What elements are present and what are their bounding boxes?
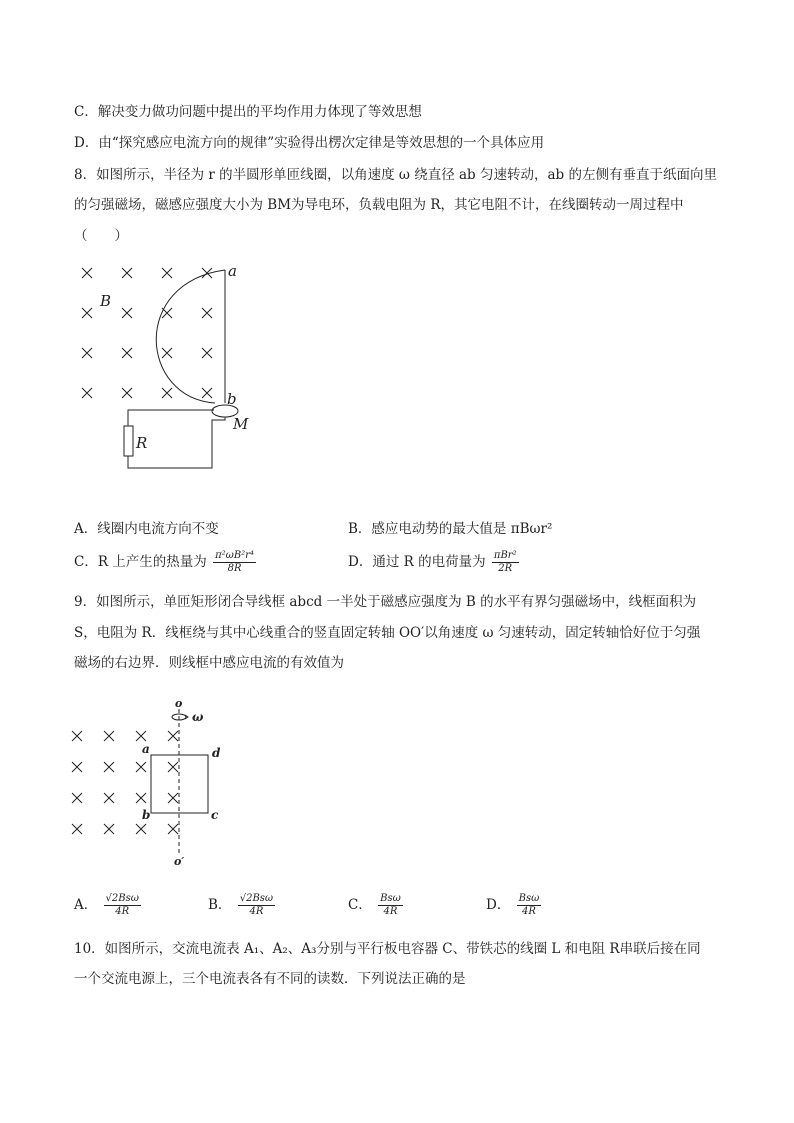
fraction-denominator: 8R (227, 563, 242, 574)
resistor-r (124, 426, 133, 456)
q9-stem-line1: 9．如图所示，单匝矩形闭合导线框 abcd 一半处于磁感应强度为 B 的水平有界匀强磁场中，线框面积为 (74, 594, 697, 610)
q8-stem-line2: 的匀强磁场，磁感应强度大小为 BM为导电环，负载电阻为 R，其它电阻不计，在线圈转动一周过程中 (74, 197, 684, 213)
q8-option-d-text: D．通过 R 的电荷量为 (348, 554, 486, 570)
fraction-numerator: πBr² (493, 550, 517, 561)
q8-option-c-fraction (213, 550, 256, 575)
q7-option-d: D．由“探究感应电流方向的规律”实验得出楞次定律是等效思想的一个具体应用 (74, 135, 545, 151)
label-r: R (136, 434, 148, 452)
q8-answer-blank: （ ） (74, 228, 128, 244)
fraction-denominator: 2R (498, 563, 513, 574)
q9-option-d (486, 893, 541, 918)
semicircular-coil (156, 270, 225, 403)
q9-stem-line3: 磁场的右边界．则线框中感应电流的有效值为 (74, 655, 344, 671)
fraction-denominator: 4R (521, 906, 536, 917)
fraction-denominator: 4R (249, 906, 264, 917)
magnetic-field-crosses (72, 731, 178, 834)
q10-stem-line2: 一个交流电源上，三个电流表各有不同的读数．下列说法正确的是 (74, 971, 466, 987)
label-a: a (228, 262, 237, 280)
q9-option-a-label: A． (74, 897, 98, 913)
q9-option-a-fraction (104, 893, 141, 918)
q9-option-b-label: B． (208, 897, 232, 913)
label-b: b (227, 390, 237, 408)
q8-figure (70, 258, 270, 478)
q9-option-d-label: D． (486, 897, 511, 913)
q9-figure (64, 695, 244, 875)
fraction-denominator: 4R (383, 906, 398, 917)
fraction-numerator: √2Bsω (105, 893, 139, 904)
label-d: d (212, 746, 221, 760)
q9-option-c-label: C． (348, 897, 372, 913)
q8-option-c (74, 550, 256, 575)
q9-option-a (74, 893, 141, 918)
label-b: b (142, 808, 151, 822)
q9-option-b (208, 893, 275, 918)
q9-option-b-fraction (238, 893, 275, 918)
wire-frame-abcd (151, 755, 208, 813)
fraction-numerator: Bsω (380, 893, 401, 904)
q9-option-c (348, 893, 403, 918)
label-a: a (142, 742, 150, 756)
q8-option-b: B．感应电动势的最大值是 πBωr² (348, 521, 553, 537)
magnetic-field-crosses (82, 268, 212, 398)
fraction-numerator: √2Bsω (239, 893, 274, 904)
fraction-numerator: Bsω (518, 893, 540, 904)
q9-stem-line2: S，电阻为 R．线框绕与其中心线重合的竖直固定转轴 OO′以角速度 ω 匀速转动，固定转轴恰好位于匀强 (74, 625, 701, 641)
fraction-numerator: π²ωB²r⁴ (215, 550, 254, 561)
label-c: c (211, 808, 219, 822)
q8-option-d-fraction (492, 550, 519, 575)
label-b-field: B (100, 292, 112, 310)
fraction-denominator: 4R (115, 906, 130, 917)
label-m: M (233, 415, 249, 433)
q8-option-c-text: C．R 上产生的热量为 (74, 554, 207, 570)
label-omega: ω (192, 710, 204, 724)
q8-stem-line1: 8．如图所示，半径为 r 的半圆形单匝线圈，以角速度 ω 绕直径 ab 匀速转动，ab 的左侧有垂直于纸面向里 (74, 167, 717, 183)
q9-option-d-fraction (517, 893, 542, 918)
label-o: o (175, 697, 183, 710)
q9-option-c-fraction (378, 893, 403, 918)
label-o-prime: o′ (174, 855, 185, 868)
q8-option-d (348, 550, 519, 575)
q8-option-a: A．线圈内电流方向不变 (74, 521, 219, 537)
q7-option-c: C．解决变力做功问题中提出的平均作用力体现了等效思想 (74, 104, 422, 120)
q10-stem-line1: 10．如图所示，交流电流表 A₁、A₂、A₃分别与平行板电容器 C、带铁芯的线圈 L 和电阻 R串联后接在同 (74, 941, 701, 957)
